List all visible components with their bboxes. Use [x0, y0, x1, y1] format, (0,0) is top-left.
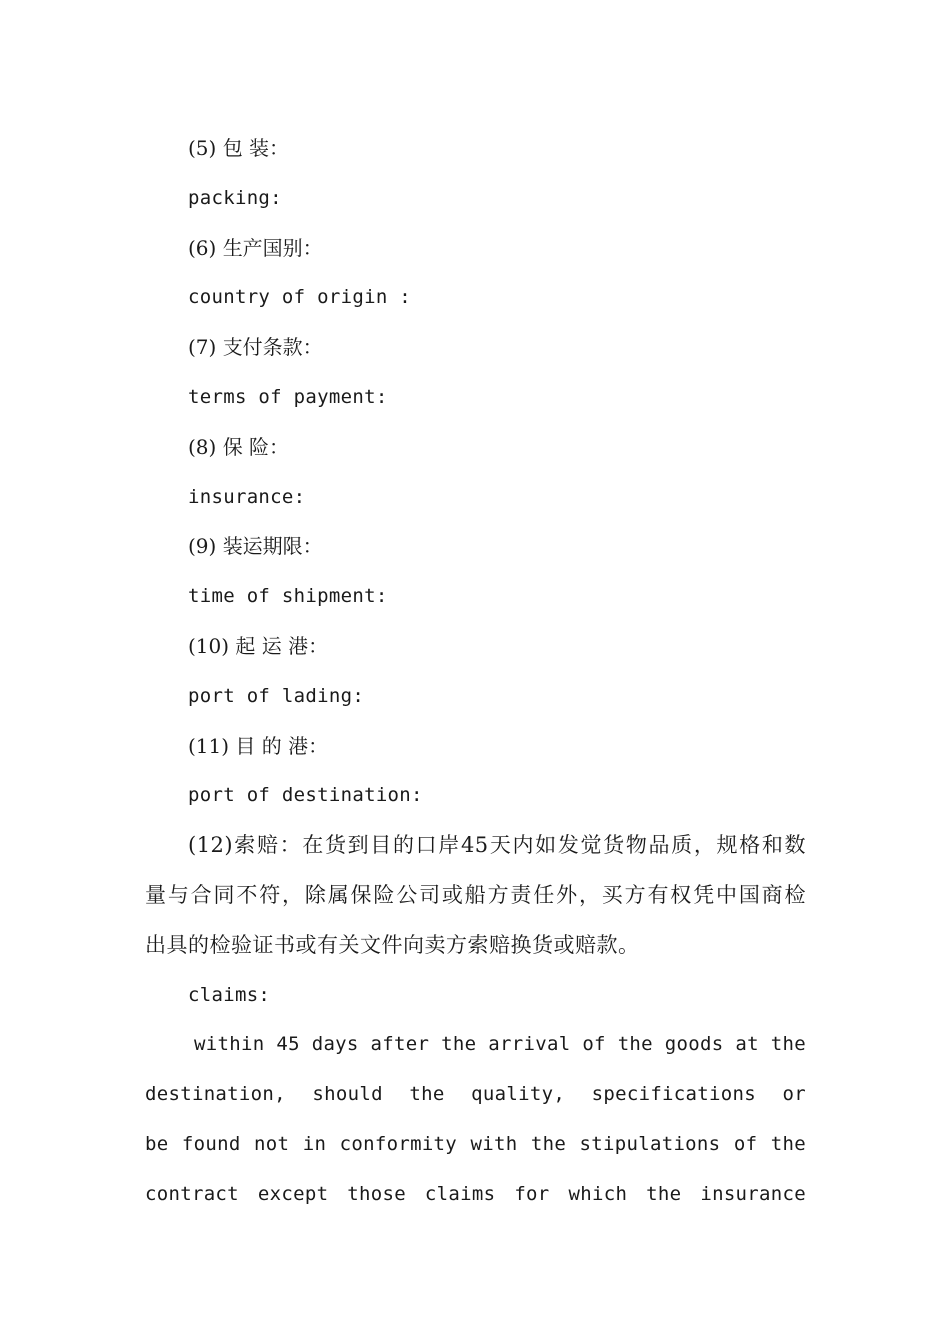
claims-cn-line-2: 量与合同不符，除属保险公司或船方责任外，买方有权凭中国商检	[145, 882, 806, 907]
origin-cn-label: (6) 生产国别：	[188, 235, 323, 260]
claims-cn-line-3: 出具的检验证书或有关文件向卖方索赔换货或赔款。	[145, 932, 640, 957]
insurance-en-label: insurance:	[188, 485, 306, 508]
origin-en-label: country of origin :	[188, 286, 412, 309]
claims-en-line-2: destination, should the quality, specifications or	[145, 1083, 806, 1106]
document-body	[145, 124, 806, 1220]
claims-cn-line-1: (12)索赔：在货到目的口岸45天内如发觉货物品质，规格和数	[188, 833, 806, 858]
shipment-en-label: time of shipment:	[188, 585, 388, 608]
packing-en-label: packing:	[188, 186, 282, 209]
claims-en-line-1: within 45 days after the arrival of the goods at the	[194, 1033, 806, 1056]
claims-en-label: claims:	[188, 983, 271, 1006]
destination-cn-label: (11) 目 的 港：	[188, 733, 329, 758]
shipment-cn-label: (9) 装运期限：	[188, 534, 323, 559]
packing-cn-label: (5) 包 装：	[188, 136, 290, 160]
claims-en-line-3: be found not in conformity with the stipulations of the	[145, 1132, 806, 1155]
claims-en-line-4: contract except those claims for which the insurance	[145, 1182, 806, 1205]
lading-cn-label: (10) 起 运 港：	[188, 633, 329, 658]
insurance-cn-label: (8) 保 险：	[188, 434, 290, 459]
lading-en-label: port of lading:	[188, 684, 365, 707]
destination-en-label: port of destination:	[188, 784, 423, 807]
payment-en-label: terms of payment:	[188, 385, 388, 408]
payment-cn-label: (7) 支付条款：	[188, 335, 323, 360]
